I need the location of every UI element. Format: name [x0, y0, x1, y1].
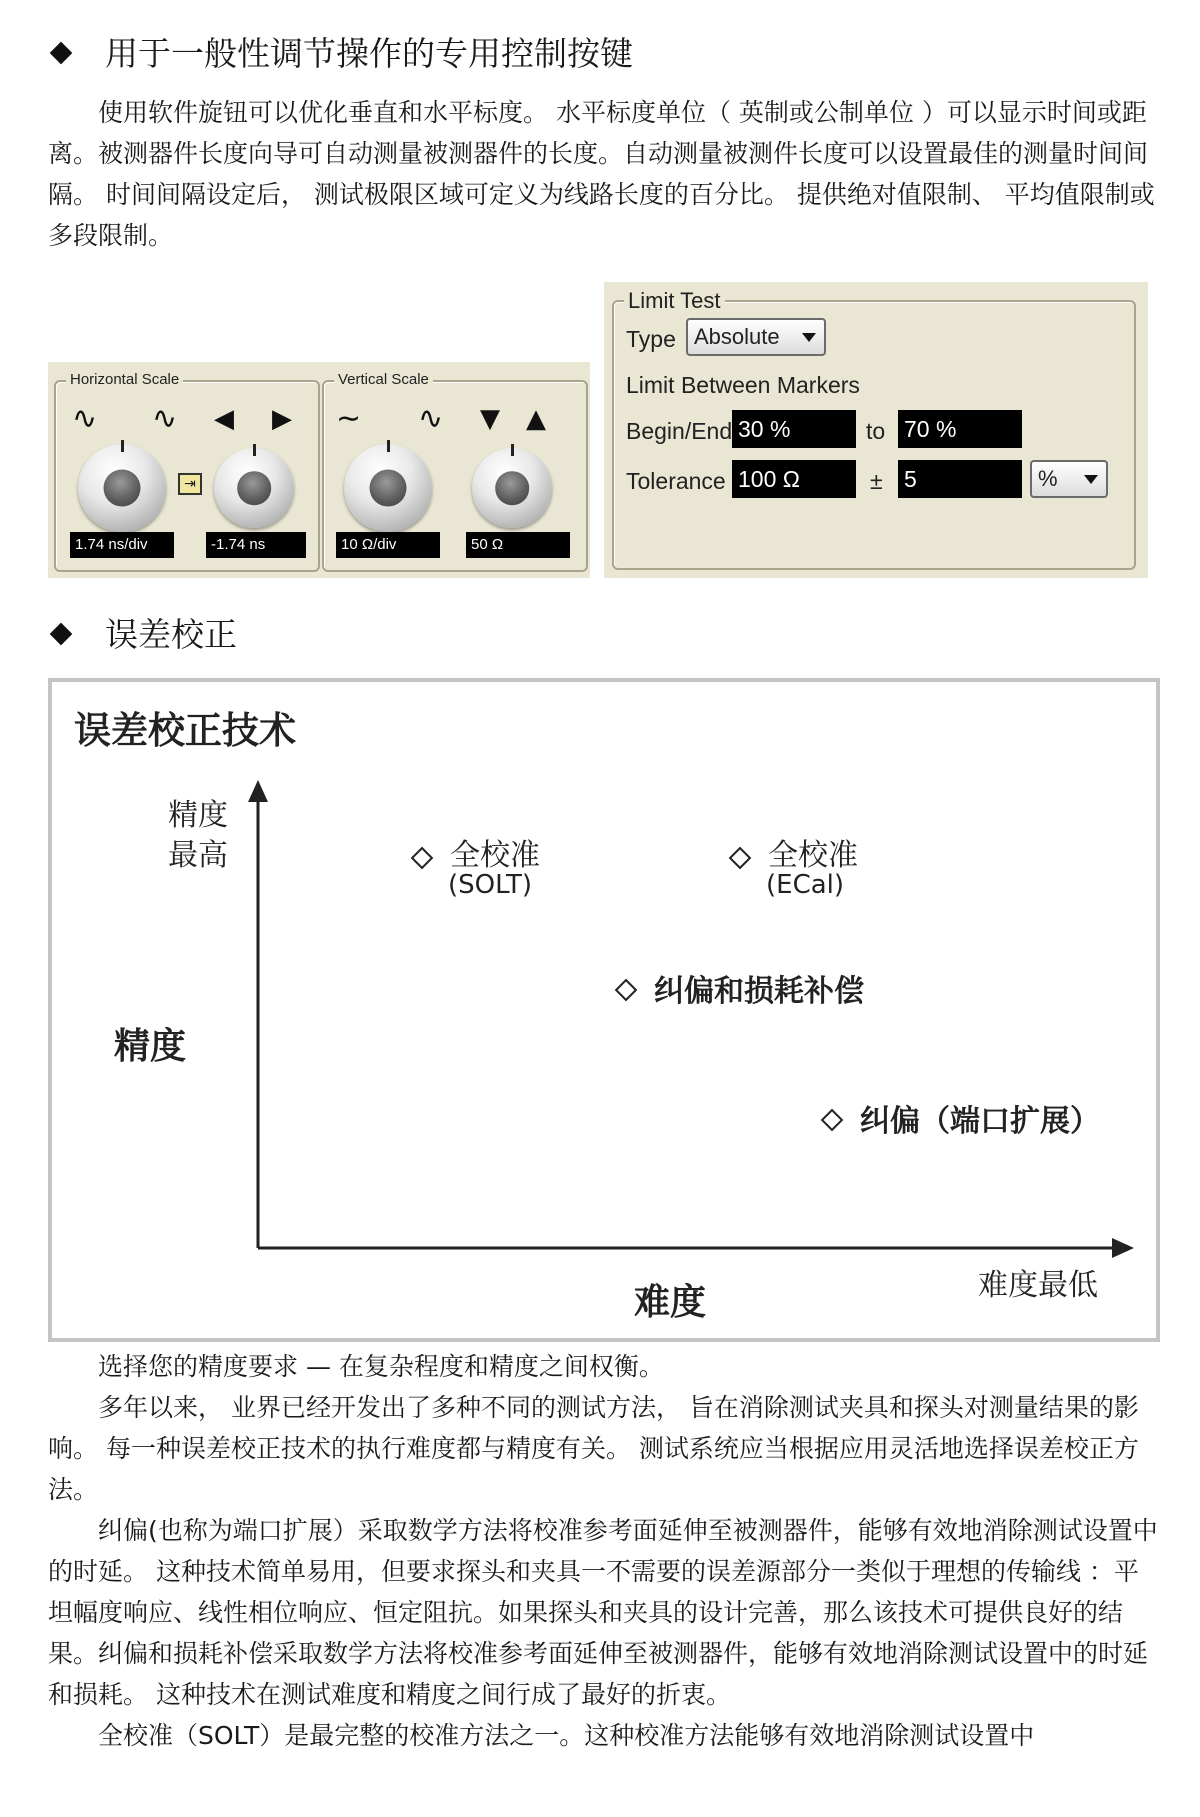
body-paragraph-4: 全校准（SOLT）是最完整的校准方法之一。这种校准方法能够有效地消除测试设置中 [98, 1721, 1035, 1750]
vertical-scale-knob[interactable] [344, 444, 432, 532]
controls-paragraph-text: 使用软件旋钮可以优化垂直和水平标度。 水平标度单位（ 英制或公制单位 ）可以显示时间或距离。被测器件长度向导可自动测量被测器件的长度。自动测量被测件长度可以设置最佳的测量时间间隔。 时间间隔设定后， 测试极限区域可定义为线路长度的百分比。 提供绝对值限制、 平均值限制或多段限制。 [48, 98, 1155, 250]
horizontal-position-knob[interactable] [214, 448, 294, 528]
section-bullet-icon [50, 623, 73, 646]
x-axis-end-label: 难度最低 [978, 1268, 1098, 1303]
point-label-ecal-line1: 全校准 [768, 838, 858, 873]
diagram-title: 误差校正技术 [74, 709, 296, 752]
horizontal-scale-label: Horizontal Scale [66, 371, 183, 388]
point-label-solt-line2: (SOLT) [448, 870, 533, 900]
vertical-scale-label: Vertical Scale [334, 371, 433, 388]
chevron-down-icon [802, 333, 816, 342]
type-label: Type [626, 326, 676, 352]
limit-test-panel [604, 282, 1148, 578]
wave-high-icon[interactable]: ∿ [418, 401, 444, 436]
plus-minus-label: ± [870, 468, 883, 494]
y-axis-top-label-line2: 最高 [168, 838, 228, 873]
horizontal-scale-group [54, 371, 320, 572]
horizontal-position-readout: -1.74 ns [206, 532, 306, 558]
vertical-scale-readout: 10 Ω/div [336, 532, 440, 558]
limit-test-label: Limit Test [624, 288, 725, 314]
down-arrow-icon[interactable]: ▼ [480, 404, 500, 434]
wave-low-icon[interactable]: ∼ [336, 401, 362, 436]
body-paragraph-3: 纠偏(也称为端口扩展）采取数学方法将校准参考面延伸至被测器件，能够有效地消除测试设置中的时延。 这种技术简单易用，但要求探头和夹具一不需要的误差源部分一类似于理想的传输线 ：平坦幅度响应、线性相位响应、恒定阻抗。如果探头和夹具的设计完善，那么该技术可提供良好的结果。纠偏和损耗补偿采取数学方法将校准参考面延伸至被测器件，能够有效地消除测试设置中的时延和损耗。 这种技术在测试难度和精度之间行成了最好的折衷。 [48, 1516, 1158, 1709]
point-label-deskew: 纠偏（端口扩展） [860, 1104, 1100, 1139]
point-label-deskew-loss: 纠偏和损耗补偿 [654, 974, 864, 1009]
y-axis-top-label-line1: 精度 [168, 798, 228, 833]
left-arrow-icon[interactable]: ◀ [214, 404, 234, 434]
limit-between-markers-label: Limit Between Markers [626, 372, 860, 398]
up-arrow-icon[interactable]: ▲ [526, 404, 546, 434]
tolerance-delta-input[interactable]: 5 [898, 460, 1022, 498]
tolerance-label: Tolerance [626, 468, 726, 494]
vertical-position-knob-tick [511, 444, 514, 456]
end-input[interactable]: 70 % [898, 410, 1022, 448]
to-label: to [866, 418, 886, 444]
section-title-controls: 用于一般性调节操作的专用控制按键 [105, 34, 633, 73]
type-select[interactable] [686, 318, 826, 356]
limit-test-group [612, 288, 1136, 570]
diagram-axes [52, 682, 1156, 1338]
begin-input[interactable]: 30 % [732, 410, 856, 448]
link-arrow-icon: ⇥ [184, 476, 196, 492]
unit-select-value: % [1038, 466, 1058, 491]
section-title-error-correction: 误差校正 [105, 615, 237, 654]
error-correction-diagram [48, 678, 1160, 1342]
vertical-position-knob[interactable] [472, 448, 552, 528]
point-label-solt-line1: 全校准 [450, 838, 540, 873]
body-paragraph-2: 多年以来， 业界已经开发出了多种不同的测试方法， 旨在消除测试夹具和探头对测量结果的影响。 每一种误差校正技术的执行难度都与精度有关。 测试系统应当根据应用灵活地选择误差校正方法。 [48, 1393, 1139, 1504]
section-controls-paragraph [48, 92, 1160, 256]
scale-control-panel [48, 362, 590, 578]
horizontal-scale-knob-tick [121, 440, 124, 452]
x-axis-label: 难度 [634, 1282, 707, 1323]
begin-end-label: Begin/End [626, 418, 733, 444]
x-axis-arrow-icon [1112, 1238, 1134, 1258]
vertical-scale-knob-tick [387, 440, 390, 452]
type-select-value: Absolute [694, 324, 780, 349]
body-paragraph-1: 选择您的精度要求 — 在复杂程度和精度之间权衡。 [98, 1352, 664, 1381]
wave-coarse-icon[interactable]: ∿ [152, 401, 178, 436]
wave-fine-icon[interactable]: ∿ [72, 401, 98, 436]
link-toggle-button[interactable] [178, 473, 202, 495]
tolerance-input[interactable]: 100 Ω [732, 460, 856, 498]
chevron-down-icon [1084, 475, 1098, 484]
vertical-position-readout: 50 Ω [466, 532, 570, 558]
horizontal-scale-readout: 1.74 ns/div [70, 532, 174, 558]
unit-select[interactable] [1030, 460, 1108, 498]
horizontal-scale-knob[interactable] [78, 444, 166, 532]
right-arrow-icon[interactable]: ▶ [272, 404, 292, 434]
error-correction-body [48, 1346, 1160, 1756]
y-axis-label: 精度 [114, 1026, 187, 1067]
horizontal-position-knob-tick [253, 444, 256, 456]
point-label-ecal-line2: (ECal) [766, 870, 845, 900]
vertical-scale-group [322, 371, 588, 572]
y-axis-arrow-icon [248, 780, 268, 802]
section-bullet-icon [50, 42, 73, 65]
